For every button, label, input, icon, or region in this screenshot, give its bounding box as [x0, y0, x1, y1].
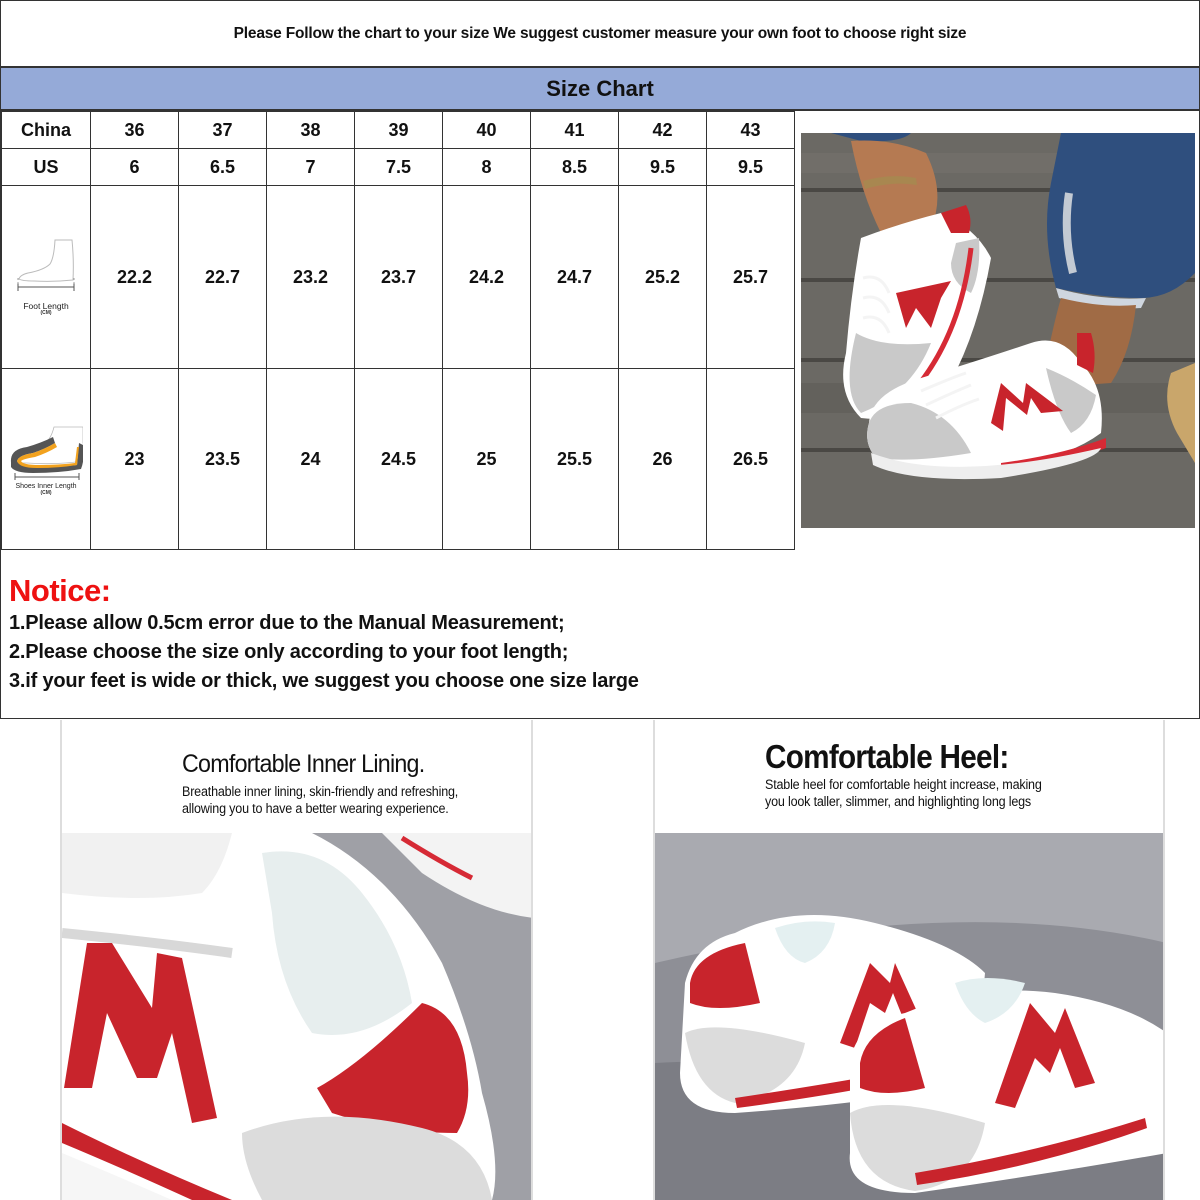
panel-title: Comfortable Heel:	[765, 738, 1009, 775]
panel-description	[182, 783, 458, 817]
feature-panel-inner-lining	[60, 720, 533, 1200]
heel-photo	[655, 833, 1163, 1200]
table-row-foot-length	[2, 186, 795, 369]
table-row-inner-length	[2, 369, 795, 550]
notice-item-2: 2.Please choose the size only according to your foot length;	[9, 641, 569, 663]
table-cell: 23.5	[179, 369, 267, 550]
inner-length-unit: (CM)	[40, 489, 52, 496]
notice-item-3: 3.if your feet is wide or thick, we suggest you choose one size large	[9, 670, 639, 692]
notice-title: Notice:	[9, 573, 111, 608]
panel-description-line: allowing you to have a better wearing experience.	[182, 801, 449, 816]
row-label-foot-length	[2, 186, 91, 369]
table-cell: 7.5	[355, 149, 443, 186]
table-cell: 22.7	[179, 186, 267, 369]
panel-description-line: you look taller, slimmer, and highlighting long legs	[765, 794, 1032, 809]
row-label: US	[2, 149, 91, 186]
panel-description-line: Stable heel for comfortable height increase, making	[765, 777, 1042, 792]
feature-panel-heel	[653, 720, 1165, 1200]
panel-title: Comfortable Inner Lining.	[182, 750, 425, 778]
foot-length-unit: (CM)	[40, 310, 52, 317]
table-cell: 25	[443, 369, 531, 550]
table-cell: 24.5	[355, 369, 443, 550]
table-cell: 42	[619, 112, 707, 149]
inner-length-label: Shoes Inner Length	[15, 482, 77, 490]
table-cell: 38	[267, 112, 355, 149]
notice-item-1: 1.Please allow 0.5cm error due to the Manual Measurement;	[9, 612, 565, 634]
notice-section	[9, 573, 639, 696]
product-photo-worn-sneakers	[801, 133, 1195, 528]
table-cell: 23.7	[355, 186, 443, 369]
table-cell: 8	[443, 149, 531, 186]
foot-outline-icon	[14, 238, 78, 300]
table-cell: 7	[267, 149, 355, 186]
table-cell: 41	[531, 112, 619, 149]
table-cell: 24.7	[531, 186, 619, 369]
size-instruction: Please Follow the chart to your size We suggest customer measure your own foot to choose right size	[233, 24, 967, 42]
shoe-insole-icon	[9, 423, 83, 481]
size-table	[1, 111, 795, 550]
table-cell: 6	[91, 149, 179, 186]
table-row-china	[2, 112, 795, 149]
table-cell: 43	[707, 112, 795, 149]
foot-length-label: Foot Length	[23, 300, 69, 311]
table-cell: 25.2	[619, 186, 707, 369]
table-cell: 24	[267, 369, 355, 550]
table-cell: 9.5	[707, 149, 795, 186]
table-cell: 9.5	[619, 149, 707, 186]
panel-header	[655, 720, 1163, 832]
table-cell: 26.5	[707, 369, 795, 550]
table-cell: 6.5	[179, 149, 267, 186]
table-cell: 40	[443, 112, 531, 149]
table-cell: 26	[619, 369, 707, 550]
product-photo-cell	[794, 111, 1199, 549]
panel-description-line: Breathable inner lining, skin-friendly and refreshing,	[182, 784, 459, 799]
table-cell: 25.7	[707, 186, 795, 369]
table-row-us	[2, 149, 795, 186]
panel-description	[765, 776, 1042, 810]
table-cell: 8.5	[531, 149, 619, 186]
row-label: China	[2, 112, 91, 149]
panel-header	[62, 720, 531, 832]
inner-lining-photo	[62, 833, 531, 1200]
table-cell: 22.2	[91, 186, 179, 369]
table-cell: 37	[179, 112, 267, 149]
table-cell: 39	[355, 112, 443, 149]
row-label-inner-length	[2, 369, 91, 550]
size-chart-title: Size Chart	[1, 66, 1199, 111]
table-cell: 23	[91, 369, 179, 550]
table-cell: 25.5	[531, 369, 619, 550]
table-cell: 23.2	[267, 186, 355, 369]
table-cell: 36	[91, 112, 179, 149]
table-cell: 24.2	[443, 186, 531, 369]
